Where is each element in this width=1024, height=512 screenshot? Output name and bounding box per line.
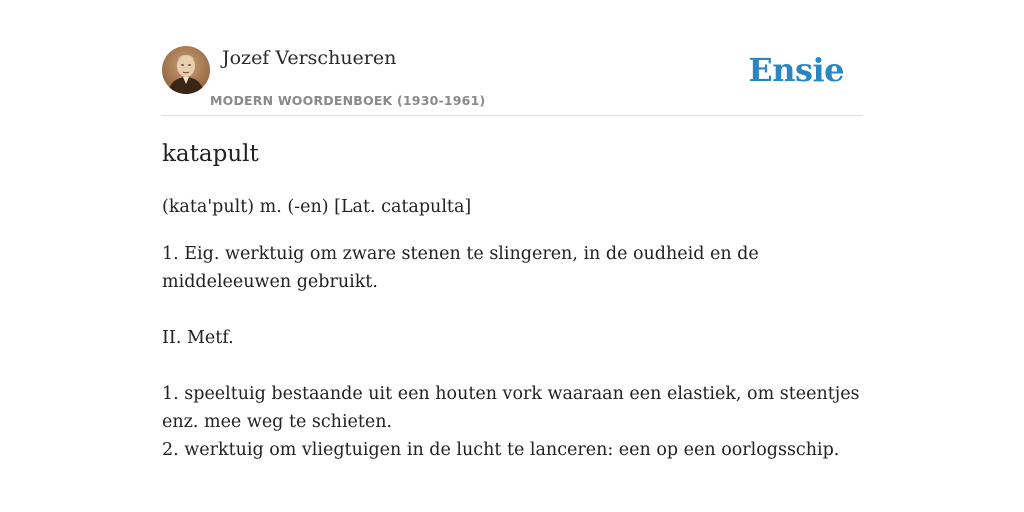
- sense-2-2: 2. werktuig om vliegtuigen in de lucht te lanceren: een op een oorlogsschip.: [162, 440, 840, 460]
- spacer: [162, 352, 862, 380]
- headword-title: katapult: [162, 141, 259, 167]
- author-name[interactable]: Jozef Verschueren: [222, 47, 397, 69]
- section-heading: II. Metf.: [162, 328, 234, 348]
- entry-card: [162, 0, 862, 512]
- author-avatar[interactable]: [162, 46, 210, 94]
- grammar-line: (kata'pult) m. (-en) [Lat. catapulta]: [162, 197, 472, 217]
- definition-body: [162, 193, 862, 464]
- entry-header: [162, 46, 862, 116]
- ensie-logo[interactable]: Ensie: [748, 51, 844, 89]
- source-label[interactable]: MODERN WOORDENBOEK (1930-1961): [210, 93, 486, 108]
- spacer: [162, 221, 862, 240]
- spacer: [162, 296, 862, 324]
- sense-2-1: 1. speeltuig bestaande uit een houten vork waaraan een elastiek, om steentjes enz. mee weg te schieten.: [162, 384, 860, 432]
- author-portrait-icon: [162, 46, 210, 94]
- sense-1: 1. Eig. werktuig om zware stenen te slingeren, in de oudheid en de middeleeuwen gebruikt.: [162, 244, 759, 292]
- header-divider: [162, 115, 862, 116]
